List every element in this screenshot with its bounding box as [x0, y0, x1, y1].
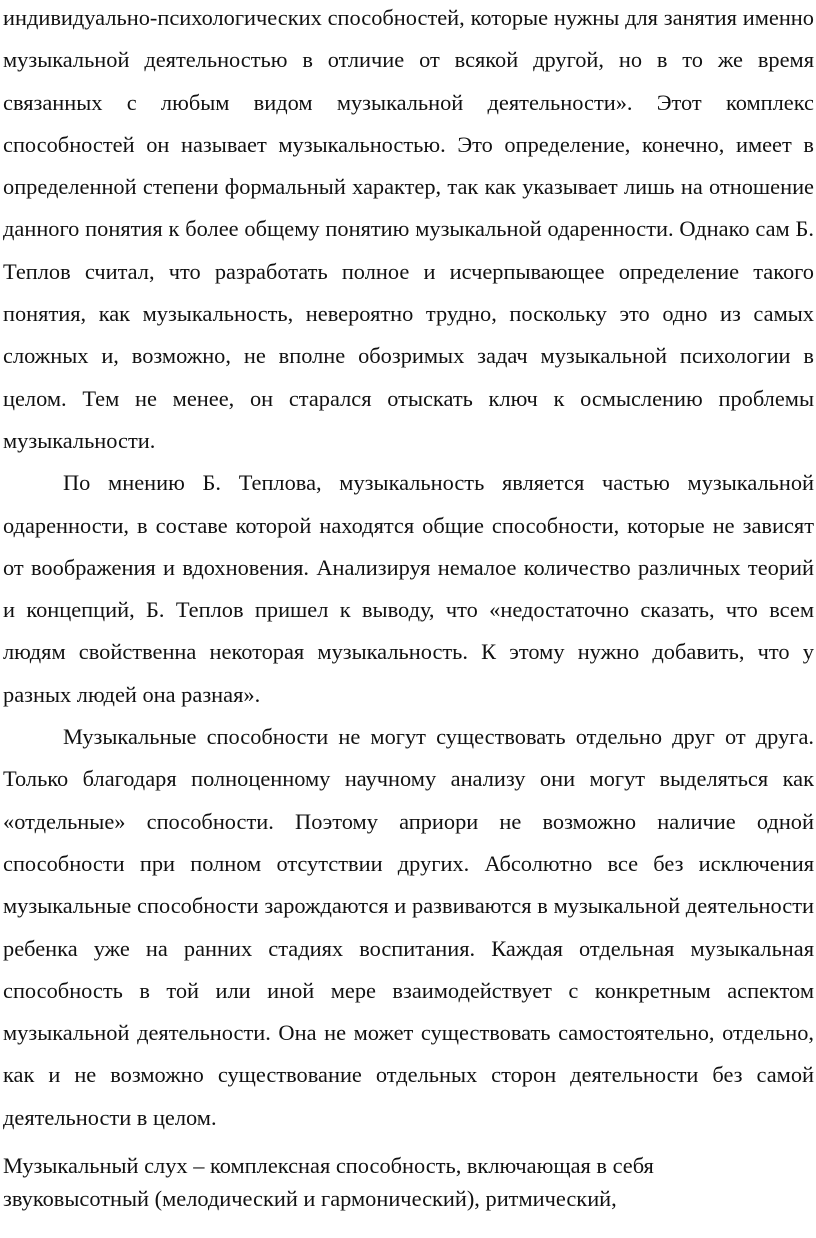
paragraph-continuation: индивидуально-психологических способностей, которые нужны для занятия именно музыкальной деятельностью в отличие от всякой другой, но в то же время связанных с любым видом музыкальной деятельности». Этот комплекс способностей он называет музыкальностью. Это определение, конечно, имеет в определенной степени формальный характер, так как указывает лишь на отношение данного понятия к более общему понятию музыкальной одаренности. Однако сам Б. Теплов считал, что разработать полное и исчерпывающее определение такого понятия, как музыкальность, невероятно трудно, поскольку это одно из самых сложных и, возможно, не вполне обозримых задач музыкальной психологии в целом. Тем не менее, он старался отыскать ключ к осмыслению проблемы музыкальности.: [3, 5, 814, 453]
tail-line-1: Музыкальный слух – комплексная способность, включающая в себя: [3, 1153, 654, 1179]
paragraph-teplov-opinion: По мнению Б. Теплова, музыкальность является частью музыкальной одаренности, в составе которой находятся общие способности, которые не зависят от воображения и вдохновения. Анализируя немалое количество различных теорий и концепций, Б. Теплов пришел к выводу, что «недостаточно сказать, что всем людям свойственна некоторая музыкальность. К этому нужно добавить, что у разных людей она разная».: [3, 470, 814, 707]
paragraph-musical-abilities: Музыкальные способности не могут существовать отдельно друг от друга. Только благодаря полноценному научному анализу они могут выделяться как «отдельные» способности. Поэтому априори не возможно наличие одной способности при полном отсутствии других. Абсолютно все без исключения музыкальные способности зарождаются и развиваются в музыкальной деятельности ребенка уже на ранних стадиях воспитания. Каждая отдельная музыкальная способность в той или иной мере взаимодействует с конкретным аспектом музыкальной деятельности. Она не может существовать самостоятельно, отдельно, как и не возможно существование отдельных сторон деятельности без самой деятельности в целом.: [3, 724, 814, 1130]
paragraph-musical-hearing: [3, 1149, 814, 1215]
tail-line-2: звуковысотный (мелодический и гармонический), ритмический,: [3, 1186, 617, 1212]
